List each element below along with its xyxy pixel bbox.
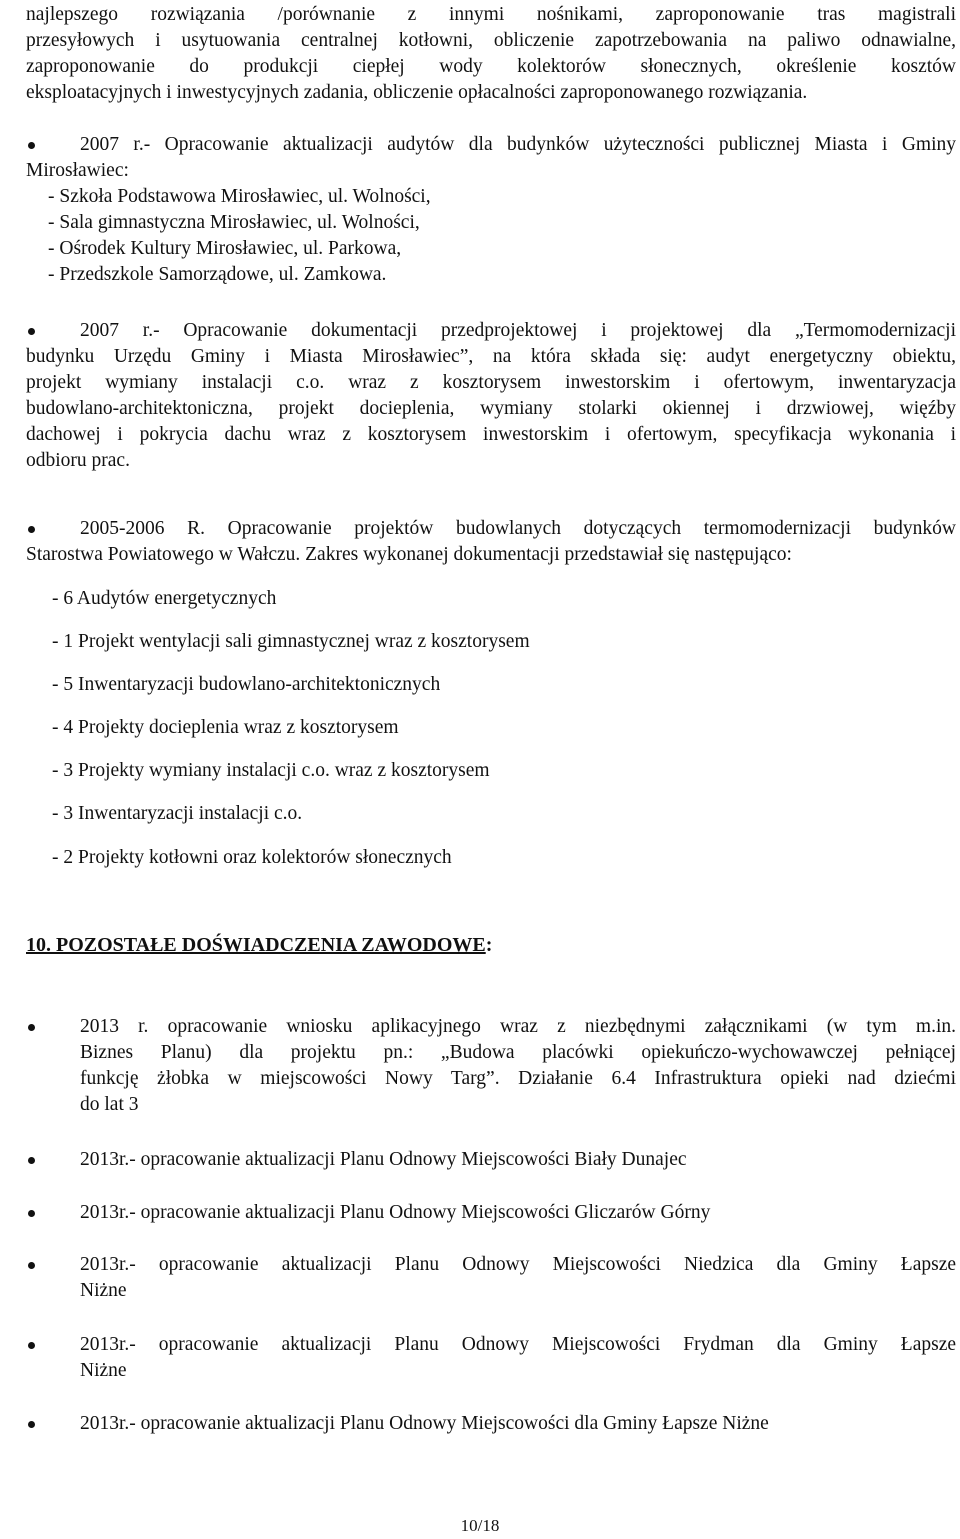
bullet-item-2013-application (28, 1014, 956, 1118)
section-colon: : (485, 934, 493, 956)
bullet-text (80, 1147, 956, 1173)
section-number: 10. (26, 934, 51, 956)
bullet-line: funkcję żłobka w miejscowości Nowy Targ”. Działanie 6.4 Infrastruktura opieki nad dziećmi (80, 1068, 956, 1089)
bullet-line: odbioru prac. (26, 450, 130, 471)
bullet-line: 2013r.- opracowanie aktualizacji Planu Odnowy Miejscowości Frydman dla Gminy Łapsze (80, 1334, 956, 1355)
bullet-line: Starostwa Powiatowego w Wałczu. Zakres wykonanej dokumentacji przedstawiał się następująco: (26, 544, 792, 565)
bullet-text (80, 1332, 956, 1384)
bullet-line: dachowej i pokrycia dachu wraz z kosztorysem inwestorskim i ofertowym, specyfikacja wykonania i (26, 424, 956, 445)
bullet-line: budowlano-architektoniczna, projekt docieplenia, wymiany stolarki okiennej i drzwiowej, więźby (26, 398, 956, 419)
bullet-line: 2013r.- opracowanie aktualizacji Planu Odnowy Miejscowości dla Gminy Łapsze Niżne (80, 1413, 769, 1434)
list-item: - 5 Inwentaryzacji budowlano-architektonicznych (52, 674, 441, 695)
bullet-text (80, 1200, 956, 1226)
sub-item: - Ośrodek Kultury Mirosławiec, ul. Parkowa, (48, 238, 402, 259)
bullet-item-audits-2007 (28, 132, 956, 288)
bullet-line: Niżne (80, 1360, 127, 1381)
sub-item: - Szkoła Podstawowa Mirosławiec, ul. Wolności, (48, 186, 431, 207)
intro-paragraph (26, 2, 956, 106)
bullet-dot-icon (28, 1157, 35, 1164)
bullet-continuation (26, 542, 956, 568)
bullet-item-2013-frydman (28, 1332, 956, 1384)
intro-line: najlepszego rozwiązania /porównanie z innymi nośnikami, zaproponowanie tras magistrali (26, 4, 956, 25)
bullet-dot-icon (28, 1421, 35, 1428)
intro-line: zaproponowanie do produkcji ciepłej wody kolektorów słonecznych, określenie kosztów (26, 56, 956, 77)
bullet-dot-icon (28, 526, 35, 533)
list-item: - 2 Projekty kotłowni oraz kolektorów słonecznych (52, 847, 452, 868)
list-item: - 3 Projekty wymiany instalacji c.o. wraz z kosztorysem (52, 760, 490, 781)
bullet-line: 2013r.- opracowanie aktualizacji Planu Odnowy Miejscowości Niedzica dla Gminy Łapsze (80, 1254, 956, 1275)
bullet-text (80, 516, 956, 542)
sub-item: - Przedszkole Samorządowe, ul. Zamkowa. (48, 264, 387, 285)
bullet-line: Biznes Planu) dla projektu pn.: „Budowa placówki opiekuńczo-wychowawczej pełniącej (80, 1042, 956, 1063)
bullet-item-2013-niedzica (28, 1252, 956, 1304)
bullet-item-2005-2006 (28, 516, 956, 568)
bullet-line: do lat 3 (80, 1094, 139, 1115)
bullet-line: projekt wymiany instalacji c.o. wraz z kosztorysem inwestorskim i ofertowym, inwentaryzacja (26, 372, 956, 393)
section-title-text: POZOSTAŁE DOŚWIADCZENIA ZAWODOWE (56, 934, 486, 956)
bullet-line: Mirosławiec: (26, 160, 129, 181)
bullet-dot-icon (28, 328, 35, 335)
section-heading (26, 932, 492, 958)
bullet-text (80, 318, 956, 344)
bullet-text (80, 1014, 956, 1118)
bullet-line: 2007 r.- Opracowanie aktualizacji audytów dla budynków użyteczności publicznej Miasta i Gminy (80, 134, 956, 155)
bullet-continuation (26, 344, 956, 474)
bullet-line: 2013 r. opracowanie wniosku aplikacyjnego wraz z niezbędnymi załącznikami (w tym m.in. (80, 1016, 956, 1037)
bullet-dot-icon (28, 1024, 35, 1031)
bullet-item-thermo-2007 (28, 318, 956, 474)
bullet-dot-icon (28, 1262, 35, 1269)
bullet-line: budynku Urzędu Gminy i Miasta Mirosławiec”, na która składa się: audyt energetyczny obiektu, (26, 346, 956, 367)
intro-line: eksploatacyjnych i inwestycyjnych zadania, obliczenie opłacalności zaproponowanego rozwiązania. (26, 82, 808, 103)
bullet-text (80, 1411, 956, 1437)
bullet-item-2013-lapsze-nizne (28, 1411, 956, 1437)
list-item: - 3 Inwentaryzacji instalacji c.o. (52, 803, 303, 824)
bullet-dot-icon (28, 1342, 35, 1349)
page-number: 10/18 (460, 1516, 500, 1535)
bullet-line: 2013r.- opracowanie aktualizacji Planu Odnowy Miejscowości Gliczarów Górny (80, 1202, 711, 1223)
list-item: - 6 Audytów energetycznych (52, 588, 277, 609)
bullet-item-2013-gliczarow (28, 1200, 956, 1226)
list-item: - 1 Projekt wentylacji sali gimnastycznej wraz z kosztorysem (52, 631, 530, 652)
bullet-line: 2013r.- opracowanie aktualizacji Planu Odnowy Miejscowości Biały Dunajec (80, 1149, 687, 1170)
sub-item: - Sala gimnastyczna Mirosławiec, ul. Wolności, (48, 212, 420, 233)
bullet-text (80, 1252, 956, 1304)
bullet-line: 2007 r.- Opracowanie dokumentacji przedprojektowej i projektowej dla „Termomodernizacji (80, 320, 956, 341)
bullet-text (80, 132, 956, 158)
bullet-dot-icon (28, 1210, 35, 1217)
bullet-item-2013-bialy-dunajec (28, 1147, 956, 1173)
list-item: - 4 Projekty docieplenia wraz z kosztorysem (52, 717, 399, 738)
bullet-continuation (26, 158, 956, 288)
intro-line: przesyłowych i usytuowania centralnej kotłowni, obliczenie zapotrzebowania na paliwo odnawialne, (26, 30, 956, 51)
bullet-dot-icon (28, 142, 35, 149)
bullet-line: Niżne (80, 1280, 127, 1301)
bullet-line: 2005-2006 R. Opracowanie projektów budowlanych dotyczących termomodernizacji budynków (80, 518, 956, 539)
